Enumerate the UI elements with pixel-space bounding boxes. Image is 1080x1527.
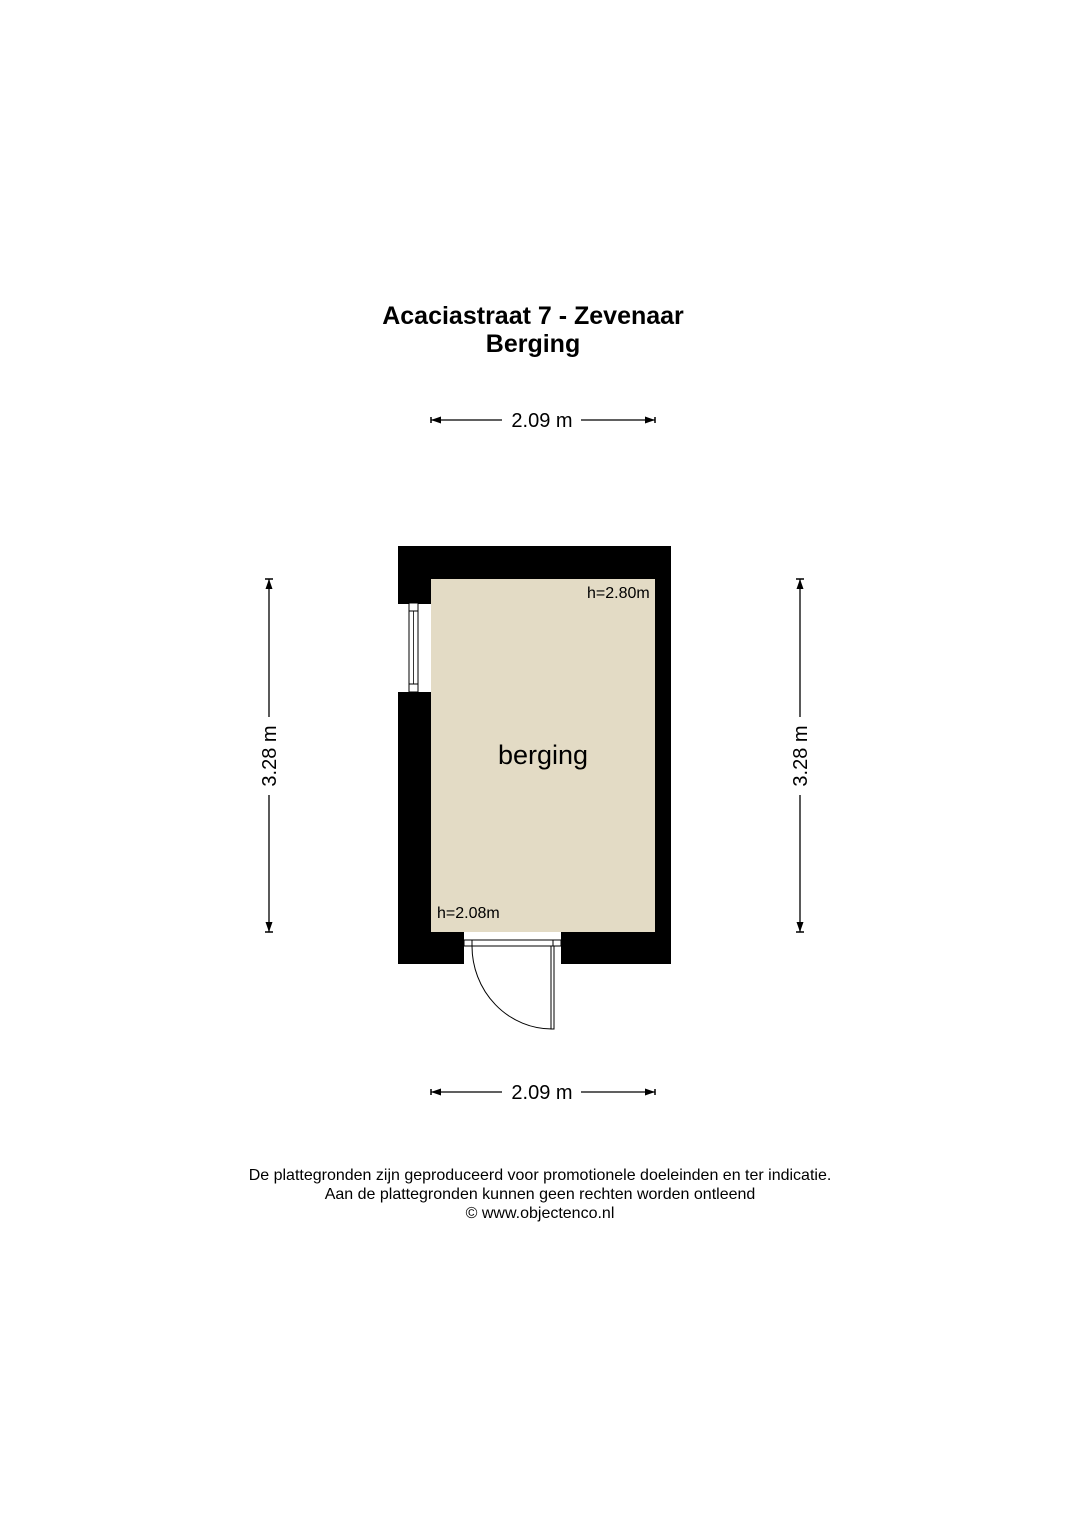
disclaimer-line-2: Aan de plattegronden kunnen geen rechten worden ontleend <box>324 1186 756 1203</box>
plan-address-title: Acaciastraat 7 - Zevenaar <box>382 302 684 330</box>
dimension-top-label: 2.09 m <box>511 410 573 432</box>
dimension-bottom <box>431 1082 655 1104</box>
dimension-left <box>259 579 281 932</box>
wall-right <box>655 546 671 964</box>
door-swing-arc <box>472 946 552 1029</box>
dimension-right-label: 3.28 m <box>790 725 812 787</box>
plan-floor-title: Berging <box>485 330 581 358</box>
door-jamb-left <box>464 940 472 946</box>
door-threshold <box>464 940 561 946</box>
dimension-top <box>431 410 655 432</box>
wall-top <box>398 546 671 579</box>
door-jamb-right <box>553 940 561 946</box>
wall-bottom-right <box>561 932 671 964</box>
window-sill-bottom <box>409 684 418 692</box>
window <box>409 603 418 692</box>
wall-left-upper <box>398 546 431 604</box>
wall-left-lower <box>398 692 431 964</box>
dimension-bottom-label: 2.09 m <box>511 1082 573 1104</box>
room-height-high-label: h=2.80m <box>587 585 650 602</box>
door <box>464 940 561 1029</box>
dimension-right <box>790 579 812 932</box>
window-sill-top <box>409 603 418 611</box>
copyright-line: © www.objectenco.nl <box>465 1205 615 1222</box>
room-name-label: berging <box>497 740 589 770</box>
wall-bottom-left <box>398 932 464 964</box>
dimension-left-label: 3.28 m <box>259 725 281 787</box>
door-leaf <box>551 946 554 1029</box>
room-height-low-label: h=2.08m <box>437 905 500 922</box>
disclaimer-line-1: De plattegronden zijn geproduceerd voor promotionele doeleinden en ter indicatie. <box>248 1167 832 1184</box>
